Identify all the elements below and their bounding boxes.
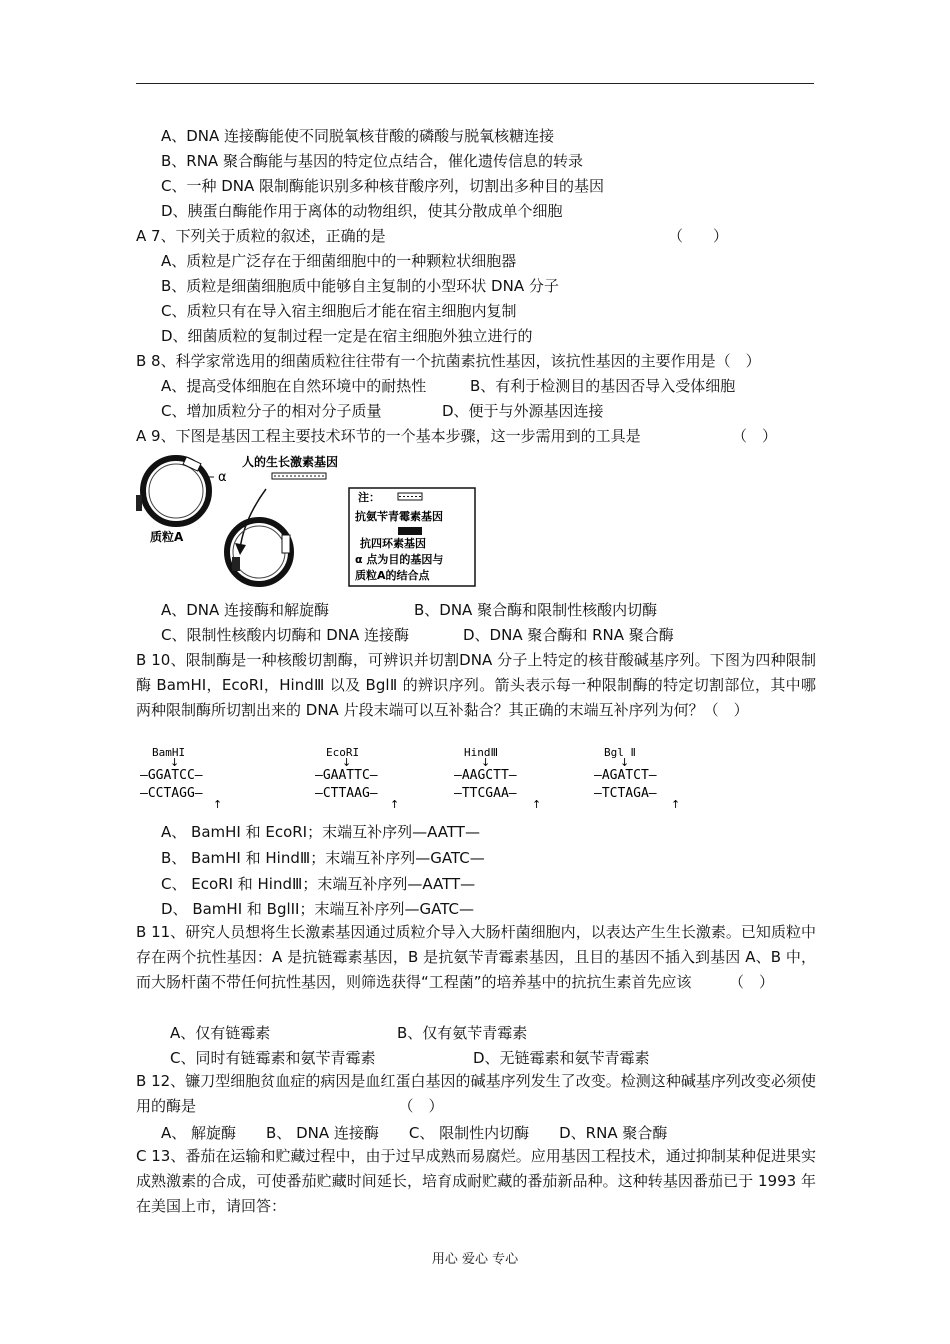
- q13-stem: C 13、番茄在运输和贮藏过程中，由于过早成熟而易腐烂。应用基因工程技术，通过抑制某种促进果实成熟激素的合成，可使番茄贮藏时间延长，培育成耐贮藏的番茄新品种。这种转基因番茄已于 1993 年在美国上市，请回答：: [136, 1147, 816, 1215]
- bamhi-bottom-strand: —CCTAGG—: [140, 786, 203, 801]
- q6-option-d: D、胰蛋白酶能作用于离体的动物组织，使其分散成单个细胞: [161, 202, 563, 220]
- q11-option-b: B、仅有氨苄青霉素: [397, 1024, 528, 1042]
- ecori-top-strand: —GAATTC—: [315, 768, 378, 783]
- q6-option-a: A、DNA 连接酶能使不同脱氧核苷酸的磷酸与脱氧核糖连接: [161, 127, 555, 145]
- q7-stem: A 7、下列关于质粒的叙述，正确的是: [136, 227, 386, 245]
- plasmid-a-label: 质粒A: [150, 530, 184, 544]
- bglii-top-strand: —AGATCT—: [594, 768, 657, 783]
- legend-title: 注：: [358, 491, 380, 504]
- plasmid-a-dark-block: [136, 495, 142, 511]
- plasmid-diagram: [136, 449, 482, 591]
- q11-option-c: C、同时有链霉素和氨苄青霉素: [170, 1049, 376, 1067]
- legend-item-tetracycline: 抗四环素基因: [360, 537, 426, 550]
- q7-option-c: C、质粒只有在导入宿主细胞后才能在宿主细胞内复制: [161, 302, 517, 320]
- q7-option-a: A、质粒是广泛存在于细菌细胞中的一种颗粒状细胞器: [161, 252, 517, 270]
- q12-stem: B 12、镰刀型细胞贫血症的病因是血红蛋白基因的碱基序列发生了改变。检测这种碱基序列改变必须使用的酶是 （ ）: [136, 1072, 816, 1115]
- page-footer: 用心 爱心 专心: [431, 1252, 519, 1267]
- q8-option-d: D、便于与外源基因连接: [442, 402, 604, 420]
- legend-hatch-swatch: [398, 493, 422, 500]
- plasmid-a-inner-ring: [149, 464, 203, 518]
- q9-option-b: B、DNA 聚合酶和限制性核酸内切酶: [414, 601, 658, 619]
- q7-option-b: B、质粒是细菌细胞质中能够自主复制的小型环状 DNA 分子: [161, 277, 559, 295]
- enzyme-name-hindiii: HindⅢ: [464, 746, 499, 759]
- q10-stem: B 10、限制酶是一种核酸切割酶，可辨识并切割DNA 分子上特定的核苷酸碱基序列。下图为四种限制酶 BamHI，EcoRI，HindⅢ 以及 BglⅡ 的辨识序列。箭头表示每一种限制酶的特定切割部位，其中哪两种限制酶所切割出来的 DNA 片段末端可以互补黏合？其正确的末端互补序列为何？（ ）: [136, 651, 816, 719]
- header-rule: [136, 83, 814, 84]
- q6-option-c: C、一种 DNA 限制酶能识别多种核苷酸序列，切割出多种目的基因: [161, 177, 605, 195]
- bglii-bottom-strand: —TCTAGA—: [594, 786, 657, 801]
- q10-option-b: B、 BamHI 和 HindⅢ；末端互补序列—GATC—: [161, 849, 485, 867]
- q7-option-d: D、细菌质粒的复制过程一定是在宿主细胞外独立进行的: [161, 327, 533, 345]
- alpha-label: α: [218, 470, 227, 485]
- q8-option-a: A、提高受体细胞在自然环境中的耐热性: [161, 377, 427, 395]
- gene-label: 人的生长激素基因: [242, 455, 339, 469]
- hindiii-cut-arrow-bottom: ↑: [532, 798, 542, 808]
- hindiii-bottom-strand: —TTCGAA—: [454, 786, 517, 801]
- q9-option-d: D、DNA 聚合酶和 RNA 聚合酶: [463, 626, 674, 644]
- enzyme-name-ecori: EcoRI: [326, 746, 360, 759]
- q11-option-a: A、仅有链霉素: [170, 1024, 271, 1042]
- ecori-bottom-strand: —CTTAAG—: [315, 786, 378, 801]
- legend-dark-swatch: [398, 527, 422, 535]
- q9-option-a: A、DNA 连接酶和解旋酶: [161, 601, 330, 619]
- insertion-arrowhead: [235, 543, 246, 555]
- q8-stem: B 8、科学家常选用的细菌质粒往往带有一个抗菌素抗性基因，该抗性基因的主要作用是（ ）: [136, 352, 761, 370]
- q10-option-d: D、 BamHI 和 BglII；末端互补序列—GATC—: [161, 900, 474, 918]
- q9-answer-paren: （ ）: [732, 427, 778, 445]
- bglii-cut-arrow-top: ↓: [620, 756, 630, 769]
- restriction-sites-figure: [138, 744, 704, 808]
- bglii-cut-arrow-bottom: ↑: [671, 798, 681, 808]
- bamhi-cut-arrow-bottom: ↑: [213, 798, 223, 808]
- enzyme-name-bglii: Bgl Ⅱ: [604, 746, 636, 759]
- bamhi-cut-arrow-top: ↓: [170, 756, 180, 769]
- q10-option-a: A、 BamHI 和 EcoRI；末端互补序列—AATT—: [161, 823, 480, 841]
- legend-item-ampicillin: 抗氨苄青霉素基因: [355, 510, 443, 523]
- q7-answer-paren: （ ）: [668, 227, 729, 245]
- recombinant-dark-block: [232, 557, 240, 571]
- q9-stem: A 9、下图是基因工程主要技术环节的一个基本步骤，这一步需用到的工具是: [136, 427, 641, 445]
- q6-option-b: B、RNA 聚合酶能与基因的特定位点结合，催化遗传信息的转录: [161, 152, 583, 170]
- ecori-cut-arrow-bottom: ↑: [390, 798, 400, 808]
- hindiii-cut-arrow-top: ↓: [481, 756, 491, 769]
- recombinant-gene-block: [282, 535, 290, 553]
- legend-item-alpha-2: 质粒A的结合点: [355, 569, 430, 582]
- legend-item-alpha-1: α 点为目的基因与: [355, 553, 444, 566]
- ecori-cut-arrow-top: ↓: [342, 756, 352, 769]
- q9-option-c: C、限制性核酸内切酶和 DNA 连接酶: [161, 626, 410, 644]
- q8-option-b: B、有利于检测目的基因否导入受体细胞: [470, 377, 736, 395]
- q11-stem: B 11、研究人员想将生长激素基因通过质粒介导入大肠杆菌细胞内，以表达产生生长激素。已知质粒中存在两个抗性基因：A 是抗链霉素基因，B 是抗氨苄青霉素基因，且目的基因不插入到基因 A、B 中，而大肠杆菌不带任何抗性基因，则筛选获得“工程菌”的培养基中的抗抗生素首先应该 （ ）: [136, 923, 816, 991]
- q11-option-d: D、无链霉素和氨苄青霉素: [473, 1049, 650, 1067]
- hindiii-top-strand: —AAGCTT—: [454, 768, 517, 783]
- recombinant-plasmid-ring: [227, 520, 291, 584]
- bamhi-top-strand: —GGATCC—: [140, 768, 203, 783]
- plasmid-a-gene-block: [183, 457, 201, 471]
- q10-option-c: C、 EcoRI 和 HindⅢ；末端互补序列—AATT—: [161, 875, 476, 893]
- q12-options: A、 解旋酶 B、 DNA 连接酶 C、 限制性内切酶 D、RNA 聚合酶: [161, 1124, 668, 1142]
- enzyme-name-bamhi: BamHI: [152, 746, 186, 759]
- q8-option-c: C、增加质粒分子的相对分子质量: [161, 402, 382, 420]
